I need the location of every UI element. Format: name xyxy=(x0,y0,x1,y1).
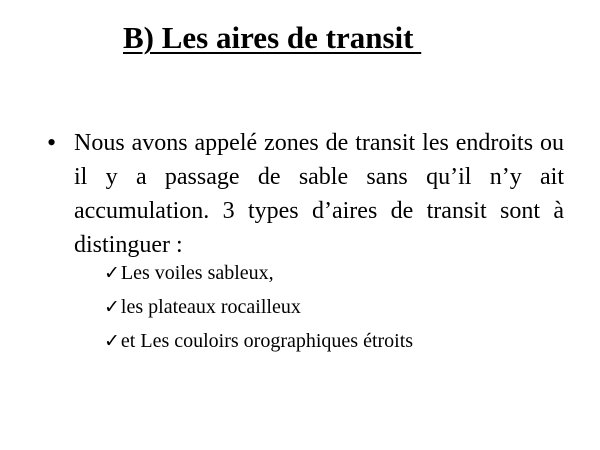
sub-bullet-item xyxy=(104,290,413,324)
bullet-text: Nous avons appelé zones de transit les endroits ou il y a passage de sable sans qu’il n’y ait accumulation. 3 types d’aires de transit sont à distinguer : xyxy=(74,130,564,258)
sub-bullet-item xyxy=(104,324,413,358)
checkmark-icon: ✓ xyxy=(104,262,120,284)
sub-bullet-list xyxy=(104,256,413,358)
bullet-icon: • xyxy=(47,128,57,157)
sub-bullet-item xyxy=(104,256,413,290)
checkmark-icon: ✓ xyxy=(104,296,120,318)
sub-bullet-label: et Les couloirs orographiques étroits xyxy=(120,330,414,352)
sub-bullet-label: les plateaux rocailleux xyxy=(120,296,301,318)
slide-title: B) Les aires de transit xyxy=(123,20,422,55)
checkmark-icon: ✓ xyxy=(104,330,120,352)
sub-bullet-label: Les voiles sableux, xyxy=(120,262,274,284)
